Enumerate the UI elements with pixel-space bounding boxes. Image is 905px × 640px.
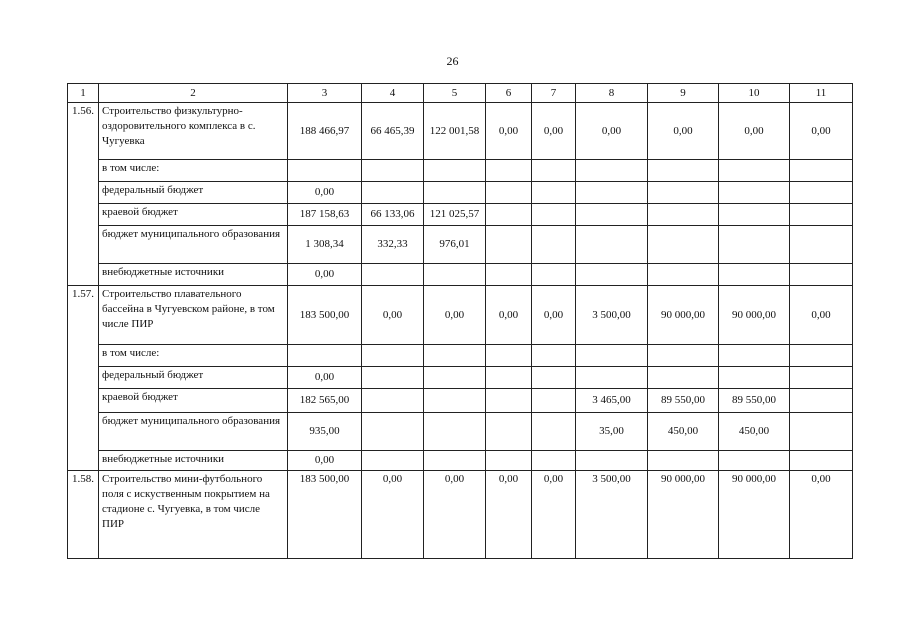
value-cell xyxy=(576,182,648,204)
column-header: 9 xyxy=(648,84,719,103)
value-cell: 90 000,00 xyxy=(719,286,790,345)
value-cell: 66 133,06 xyxy=(362,204,424,226)
value-cell xyxy=(424,182,486,204)
value-cell xyxy=(576,345,648,367)
value-cell xyxy=(362,389,424,413)
breakdown-row xyxy=(68,160,853,182)
value-cell xyxy=(719,182,790,204)
value-cell xyxy=(648,226,719,264)
value-cell: 3 465,00 xyxy=(576,389,648,413)
value-cell: 332,33 xyxy=(362,226,424,264)
value-cell xyxy=(532,160,576,182)
value-cell xyxy=(362,182,424,204)
value-cell xyxy=(719,367,790,389)
value-cell xyxy=(362,413,424,451)
value-cell xyxy=(532,226,576,264)
value-cell: 3 500,00 xyxy=(576,286,648,345)
value-cell xyxy=(648,204,719,226)
value-cell xyxy=(648,264,719,286)
value-cell xyxy=(790,451,853,471)
column-header: 10 xyxy=(719,84,790,103)
value-cell: 35,00 xyxy=(576,413,648,451)
value-cell xyxy=(288,345,362,367)
value-cell xyxy=(790,389,853,413)
value-cell xyxy=(532,264,576,286)
value-cell: 121 025,57 xyxy=(424,204,486,226)
value-cell xyxy=(532,413,576,451)
value-cell: 1 308,34 xyxy=(288,226,362,264)
column-header: 2 xyxy=(99,84,288,103)
row-label: внебюджетные источники xyxy=(99,264,288,286)
value-cell xyxy=(719,160,790,182)
value-cell: 0,00 xyxy=(362,286,424,345)
column-header: 3 xyxy=(288,84,362,103)
value-cell: 183 500,00 xyxy=(288,471,362,559)
value-cell: 0,00 xyxy=(424,286,486,345)
value-cell: 89 550,00 xyxy=(719,389,790,413)
value-cell: 0,00 xyxy=(790,471,853,559)
value-cell xyxy=(362,345,424,367)
value-cell: 976,01 xyxy=(424,226,486,264)
value-cell: 90 000,00 xyxy=(648,471,719,559)
value-cell xyxy=(362,451,424,471)
column-header: 5 xyxy=(424,84,486,103)
value-cell xyxy=(790,182,853,204)
breakdown-row xyxy=(68,413,853,451)
value-cell xyxy=(576,160,648,182)
value-cell xyxy=(648,182,719,204)
value-cell: 182 565,00 xyxy=(288,389,362,413)
value-cell xyxy=(790,264,853,286)
value-cell xyxy=(532,389,576,413)
value-cell: 0,00 xyxy=(288,264,362,286)
value-cell xyxy=(532,367,576,389)
value-cell xyxy=(486,160,532,182)
value-cell xyxy=(648,345,719,367)
breakdown-row xyxy=(68,226,853,264)
breakdown-row xyxy=(68,451,853,471)
row-label: федеральный бюджет xyxy=(99,367,288,389)
value-cell: 0,00 xyxy=(576,103,648,160)
value-cell: 0,00 xyxy=(362,471,424,559)
value-cell: 0,00 xyxy=(288,367,362,389)
value-cell: 0,00 xyxy=(790,286,853,345)
value-cell xyxy=(790,226,853,264)
value-cell xyxy=(532,182,576,204)
column-header: 8 xyxy=(576,84,648,103)
section-row xyxy=(68,103,853,160)
value-cell xyxy=(362,264,424,286)
section-title: Строительство мини-футбольного поля с искуственным покрытием на стадионе с. Чугуевка, в том числе ПИР xyxy=(99,471,288,559)
page-number: 26 xyxy=(446,54,459,68)
breakdown-row xyxy=(68,204,853,226)
value-cell xyxy=(790,204,853,226)
value-cell xyxy=(362,160,424,182)
value-cell: 66 465,39 xyxy=(362,103,424,160)
section-number: 1.56. xyxy=(68,103,99,286)
value-cell xyxy=(424,389,486,413)
value-cell xyxy=(486,367,532,389)
value-cell: 89 550,00 xyxy=(648,389,719,413)
value-cell xyxy=(790,413,853,451)
value-cell xyxy=(648,367,719,389)
value-cell: 90 000,00 xyxy=(648,286,719,345)
value-cell: 0,00 xyxy=(719,103,790,160)
value-cell: 90 000,00 xyxy=(719,471,790,559)
value-cell xyxy=(576,264,648,286)
value-cell: 0,00 xyxy=(532,103,576,160)
value-cell: 183 500,00 xyxy=(288,286,362,345)
value-cell: 3 500,00 xyxy=(576,471,648,559)
row-label: внебюджетные источники xyxy=(99,451,288,471)
value-cell: 0,00 xyxy=(486,286,532,345)
row-label: бюджет муниципального образования xyxy=(99,413,288,451)
value-cell xyxy=(424,345,486,367)
value-cell xyxy=(532,204,576,226)
value-cell xyxy=(719,226,790,264)
value-cell: 0,00 xyxy=(288,451,362,471)
value-cell xyxy=(424,160,486,182)
breakdown-row xyxy=(68,389,853,413)
value-cell xyxy=(486,451,532,471)
column-header: 11 xyxy=(790,84,853,103)
value-cell xyxy=(486,182,532,204)
column-header: 4 xyxy=(362,84,424,103)
value-cell: 0,00 xyxy=(532,286,576,345)
row-label: бюджет муниципального образования xyxy=(99,226,288,264)
value-cell xyxy=(486,389,532,413)
budget-table xyxy=(67,83,853,559)
value-cell xyxy=(576,204,648,226)
value-cell xyxy=(424,413,486,451)
breakdown-row xyxy=(68,182,853,204)
value-cell xyxy=(790,367,853,389)
value-cell xyxy=(719,204,790,226)
value-cell xyxy=(648,451,719,471)
value-cell xyxy=(486,226,532,264)
section-row xyxy=(68,471,853,559)
row-label: краевой бюджет xyxy=(99,204,288,226)
value-cell xyxy=(486,345,532,367)
section-row xyxy=(68,286,853,345)
value-cell: 187 158,63 xyxy=(288,204,362,226)
value-cell: 0,00 xyxy=(532,471,576,559)
value-cell: 935,00 xyxy=(288,413,362,451)
row-label: федеральный бюджет xyxy=(99,182,288,204)
value-cell xyxy=(790,345,853,367)
value-cell: 122 001,58 xyxy=(424,103,486,160)
value-cell xyxy=(424,451,486,471)
value-cell: 450,00 xyxy=(648,413,719,451)
value-cell xyxy=(532,345,576,367)
value-cell xyxy=(486,413,532,451)
value-cell xyxy=(576,451,648,471)
column-header: 6 xyxy=(486,84,532,103)
breakdown-row xyxy=(68,345,853,367)
value-cell xyxy=(719,264,790,286)
value-cell xyxy=(532,451,576,471)
value-cell xyxy=(362,367,424,389)
row-label: краевой бюджет xyxy=(99,389,288,413)
row-label: в том числе: xyxy=(99,160,288,182)
value-cell xyxy=(719,451,790,471)
column-header: 7 xyxy=(532,84,576,103)
value-cell xyxy=(648,160,719,182)
section-number: 1.57. xyxy=(68,286,99,471)
value-cell xyxy=(719,345,790,367)
breakdown-row xyxy=(68,367,853,389)
value-cell xyxy=(790,160,853,182)
value-cell xyxy=(486,264,532,286)
header-row xyxy=(68,84,853,103)
value-cell: 0,00 xyxy=(648,103,719,160)
section-number: 1.58. xyxy=(68,471,99,559)
column-header: 1 xyxy=(68,84,99,103)
value-cell: 0,00 xyxy=(486,103,532,160)
value-cell xyxy=(576,226,648,264)
value-cell: 0,00 xyxy=(288,182,362,204)
value-cell xyxy=(288,160,362,182)
value-cell: 0,00 xyxy=(486,471,532,559)
breakdown-row xyxy=(68,264,853,286)
section-title: Строительство физкультурно-оздоровительного комплекса в с. Чугуевка xyxy=(99,103,288,160)
value-cell: 0,00 xyxy=(424,471,486,559)
row-label: в том числе: xyxy=(99,345,288,367)
value-cell xyxy=(576,367,648,389)
value-cell: 0,00 xyxy=(790,103,853,160)
value-cell xyxy=(486,204,532,226)
value-cell: 450,00 xyxy=(719,413,790,451)
value-cell xyxy=(424,367,486,389)
value-cell: 188 466,97 xyxy=(288,103,362,160)
section-title: Строительство плавательного бассейна в Чугуевском районе, в том числе ПИР xyxy=(99,286,288,345)
value-cell xyxy=(424,264,486,286)
